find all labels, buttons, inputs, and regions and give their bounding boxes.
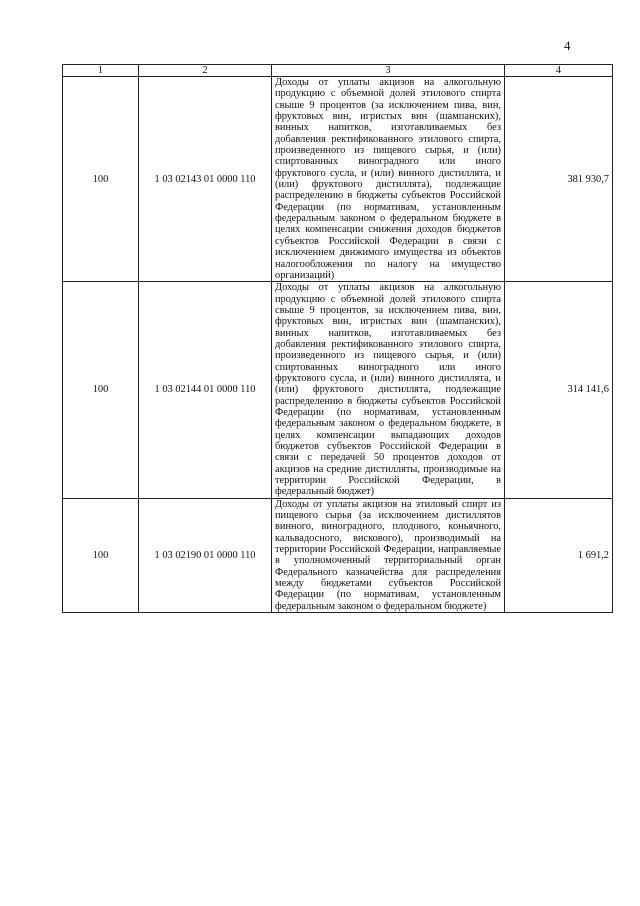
admin-code-cell: 100: [63, 282, 139, 499]
description-text: Доходы от уплаты акцизов на этиловый спирт из пищевого сырья (за исключением дистиллятов винного, виноградного, плодового, коньячного, кальвадосного, вискового), производимый на территории Российской Федерации, направляемые в уполномоченный территориальный орган Федерального казначейства для распределения между бюджетами субъектов Российской Федерации (по нормативам, установленным федеральным законом о федеральном бюджете): [275, 498, 501, 612]
amount-cell: 314 141,6: [505, 282, 613, 499]
header-col-2: 2: [139, 65, 272, 77]
description-cell: [272, 282, 505, 499]
table-row: [63, 282, 613, 499]
amount-cell: 381 930,7: [505, 77, 613, 282]
amount-cell: 1 691,2: [505, 498, 613, 612]
description-cell: [272, 77, 505, 282]
revenue-table: [62, 64, 613, 613]
description-text: Доходы от уплаты акцизов на алкогольную продукцию с объемной долей этилового спирта свыше 9 процентов (за исключением пива, вин, фруктовых вин, игристых вин (шампанских), винных напитков, изготавливаемых без добавления ректификованного этилового спирта, произведенного из пищевого сырья, и (или) спиртованных виноградного или иного фруктового сусла, и (или) винного дистиллята, и (или) фруктового дистиллята), подлежащие распределению в бюджеты субъектов Российской Федерации (по нормативам, установленным федеральным законом о федеральном бюджете в целях компенсации снижения доходов бюджетов субъектов Российской Федерации в связи с исключением движимого имущества из объектов налогообложения по налогу на имущество организаций): [275, 77, 501, 281]
header-col-4: 4: [505, 65, 613, 77]
admin-code-cell: 100: [63, 77, 139, 282]
table-row: [63, 498, 613, 612]
kbk-code-cell: 1 03 02190 01 0000 110: [139, 498, 272, 612]
description-text: Доходы от уплаты акцизов на алкогольную продукцию с объемной долей этилового спирта свыше 9 процентов, за исключением пива, вин, фруктовых вин, игристых вин (шампанских), винных напитков, изготавливаемых без добавления ректификованного этилового спирта, произведенного из пищевого сырья, и (или) спиртованных виноградного или иного фруктового сусла, и (или) винного дистиллята, и (или) фруктового дистиллята, подлежащие распределению в бюджеты субъектов Российской Федерации (по нормативам, установленным федеральным законом о федеральном бюджете, в целях компенсации выпадающих доходов бюджетов субъектов Российской Федерации в связи с передачей 50 процентов доходов от акцизов на средние дистилляты, производимые на территории Российской Федерации, в федеральный бюджет): [275, 282, 501, 498]
admin-code-cell: 100: [63, 498, 139, 612]
kbk-code-cell: 1 03 02143 01 0000 110: [139, 77, 272, 282]
description-cell: [272, 498, 505, 612]
header-col-1: 1: [63, 65, 139, 77]
header-col-3: 3: [272, 65, 505, 77]
kbk-code-cell: 1 03 02144 01 0000 110: [139, 282, 272, 499]
page-number: 4: [564, 38, 571, 53]
table-row: [63, 77, 613, 282]
header-row: [63, 65, 613, 77]
